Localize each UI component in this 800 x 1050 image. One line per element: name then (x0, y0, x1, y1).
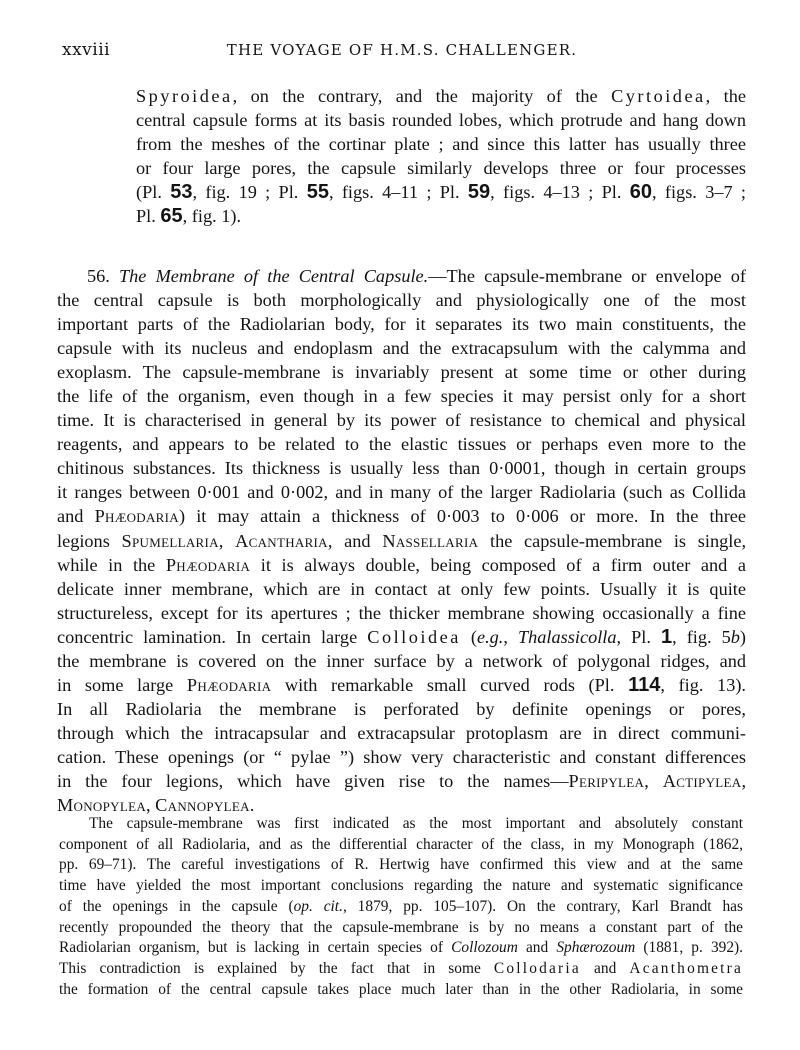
text-line: through which the intracapsular and extracapsular protoplasm are in direct communi- (57, 722, 746, 743)
page-header (62, 40, 742, 62)
text-line: delicate inner membrane, which are in contact at only few points. Usually it is quite (57, 578, 746, 599)
text-line: of the openings in the capsule (op. cit., 1879, pp. 105–107). On the contrary, Karl Brandt has (59, 897, 743, 915)
text-line: and Phæodaria) it may attain a thickness of 0·003 to 0·006 or more. In the three (57, 506, 747, 527)
text-line: exoplasm. The capsule-membrane is invariably present at some time or other during (57, 362, 746, 383)
text-line: Pl. 65, fig. 1). (136, 205, 242, 228)
running-title: THE VOYAGE OF H.M.S. CHALLENGER. (226, 41, 578, 59)
text-line: This contradiction is explained by the fact that in some Collodaria and Acanthometra (59, 959, 743, 977)
text-line: it ranges between 0·001 and 0·002, and in many of the larger Radiolaria (such as Collida (57, 482, 746, 503)
text-line: the central capsule is both morphologically and physiologically one of the most (57, 290, 746, 311)
text-line: legions Spumellaria, Acantharia, and Nassellaria the capsule-membrane is single, (57, 530, 747, 551)
text-line: while in the Phæodaria it is always double, being composed of a firm outer and a (57, 554, 746, 575)
text-line: In all Radiolaria the membrane is perforated by definite openings or pores, (57, 698, 746, 719)
small-print-note (59, 814, 743, 1000)
text-line: central capsule forms at its basis rounded lobes, which protrude and hang down (136, 110, 746, 131)
text-line: (Pl. 53, fig. 19 ; Pl. 55, figs. 4–11 ; Pl. 59, figs. 4–13 ; Pl. 60, figs. 3–7 ; (136, 181, 747, 204)
text-line: time have yielded the most important conclusions regarding the nature and systematic significance (59, 877, 743, 895)
text-line: structureless, except for its apertures ; the thicker membrane showing occasionally a fine (57, 602, 746, 623)
text-line: in some large Phæodaria with remarkable small curved rods (Pl. 114, fig. 13). (57, 673, 746, 696)
text-line: concentric lamination. In certain large Colloidea (e.g., Thalassicolla, Pl. 1, fig. 5b) (57, 625, 747, 648)
folio-number: xxviii (62, 40, 111, 60)
paragraph-continued (136, 84, 746, 229)
section-heading-line: 56. The Membrane of the Central Capsule.—The capsule-membrane or envelope of (87, 266, 746, 286)
text-line: the life of the organism, even though in a few species it may persist only for a short (57, 386, 746, 407)
text-line: cation. These openings (or “ pylae ”) show very characteristic and constant differences (57, 746, 746, 767)
text-line: the membrane is covered on the inner surface by a network of polygonal ridges, and (57, 650, 746, 671)
text-line: pp. 69–71). The careful investigations of R. Hertwig have confirmed this view and at the same (59, 856, 743, 874)
text-line: from the meshes of the cortinar plate ; and since this latter has usually three (136, 134, 746, 155)
text-line: recently propounded the theory that the capsule-membrane is by no means a constant part of the (59, 918, 743, 936)
text-line: Spyroidea, on the contrary, and the majority of the Cyrtoidea, the (136, 86, 746, 106)
text-line: or four large pores, the capsule similarly develops three or four processes (136, 158, 746, 179)
text-line: in the four legions, which have given rise to the names—Peripylea, Actipylea, (57, 770, 747, 791)
text-line: chitinous substances. Its thickness is usually less than 0·0001, though in certain groups (57, 458, 746, 479)
text-line: component of all Radiolaria, and as the differential character of the class, in my Monograph (1862, (59, 835, 743, 853)
text-line: Radiolarian organism, but is lacking in certain species of Collozoum and Sphærozoum (1881, p. 392). (59, 939, 744, 957)
section-title: The Membrane of the Central Capsule. (119, 266, 429, 286)
text-line: capsule with its nucleus and endoplasm and the extracapsulum with the calymma and (57, 338, 746, 359)
text-line: the formation of the central capsule takes place much later than in the other Radiolaria, in some (59, 980, 743, 998)
text-line: reagents, and appears to be related to the elastic tissues or perhaps even more to the (57, 434, 746, 455)
text-line: time. It is characterised in general by its power of resistance to chemical and physical (57, 410, 746, 431)
text-line: The capsule-membrane was first indicated as the most important and absolutely constant (89, 815, 743, 832)
text-line: important parts of the Radiolarian body, for it separates its two main constituents, the (57, 314, 746, 335)
text-line: Monopylea, Cannopylea. (57, 795, 255, 816)
section-56-paragraph (57, 264, 746, 817)
